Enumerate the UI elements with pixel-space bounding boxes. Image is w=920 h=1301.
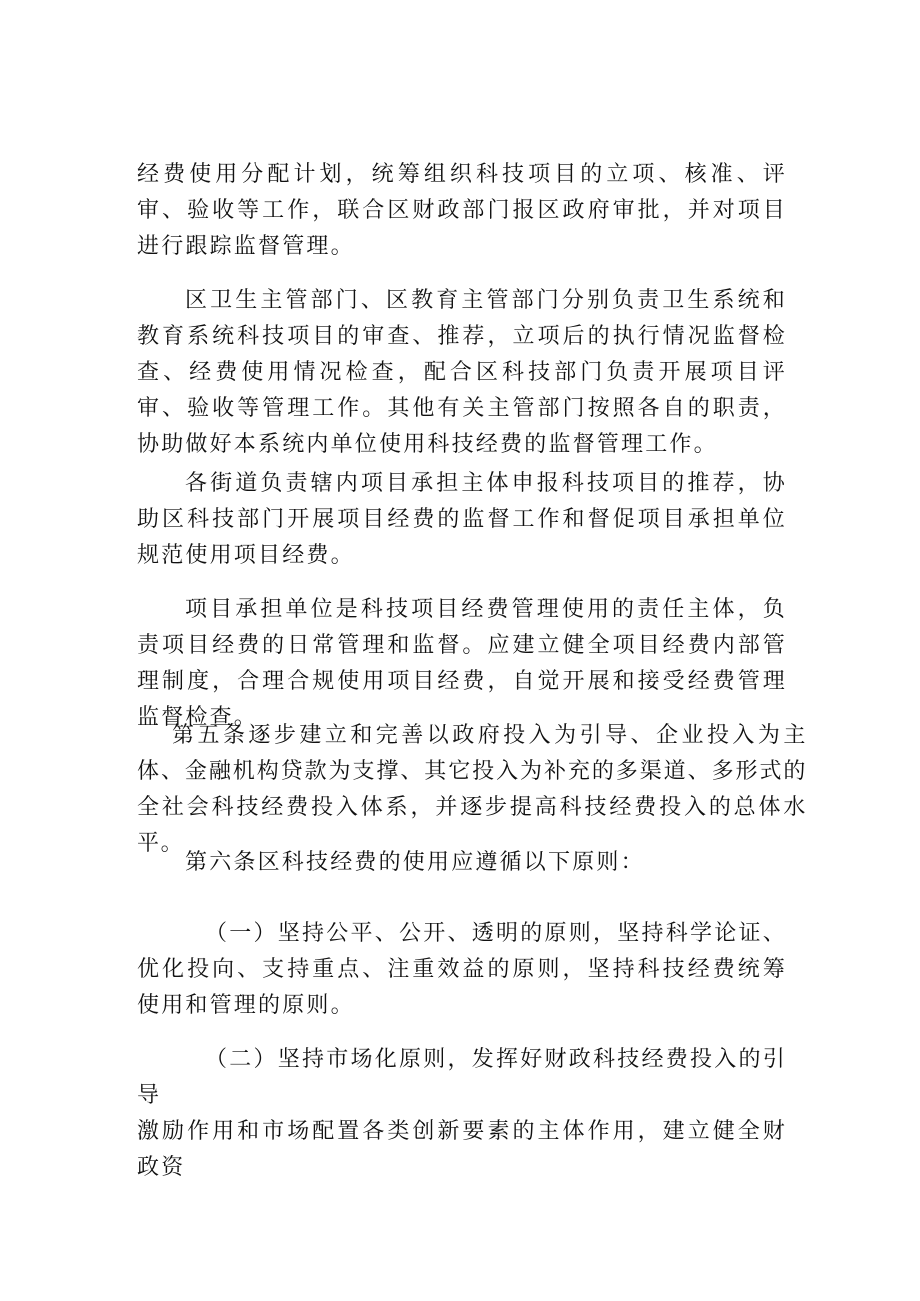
paragraph-article-five: 第五条逐步建立和完善以政府投入为引导、企业投入为主体、金融机构贷款为支撑、其它投入为补充的多渠道、多形式的全社会科技经费投入体系，并逐步提高科技经费投入的总体水平。 <box>137 723 807 856</box>
paragraph-principle-one: （一）坚持公平、公开、透明的原则，坚持科学论证、优化投向、支持重点、注重效益的原则，坚持科技经费统筹使用和管理的原则。 <box>137 921 787 1018</box>
paragraph-project-units: 项目承担单位是科技项目经费管理使用的责任主体，负责项目经费的日常管理和监督。应建立健全项目经费内部管理制度，合理合规使用项目经费，自觉开展和接受经费管理监督检查。 <box>137 597 787 730</box>
paragraph-article-six: 第六条区科技经费的使用应遵循以下原则： <box>185 850 645 875</box>
paragraph-health-education-departments: 区卫生主管部门、区教育主管部门分别负责卫生系统和教育系统科技项目的审查、推荐，立项后的执行情况监督检查、经费使用情况检查，配合区科技部门负责开展项目评审、验收等管理工作。其他有关主管部门按照各自的职责，协助做好本系统内单位使用科技经费的监督管理工作。 <box>137 288 787 457</box>
paragraph-principle-two-continued: 激励作用和市场配置各类创新要素的主体作用，建立健全财政资 <box>137 1119 787 1180</box>
paragraph-funding-plan: 经费使用分配计划，统筹组织科技项目的立项、核准、评审、验收等工作，联合区财政部门报区政府审批，并对项目进行跟踪监督管理。 <box>137 162 787 259</box>
paragraph-principle-two: （二）坚持市场化原则，发挥好财政科技经费投入的引导 <box>137 1047 787 1108</box>
paragraph-street-responsibilities: 各街道负责辖内项目承担主体申报科技项目的推荐，协助区科技部门开展项目经费的监督工作和督促项目承担单位规范使用项目经费。 <box>137 471 787 568</box>
